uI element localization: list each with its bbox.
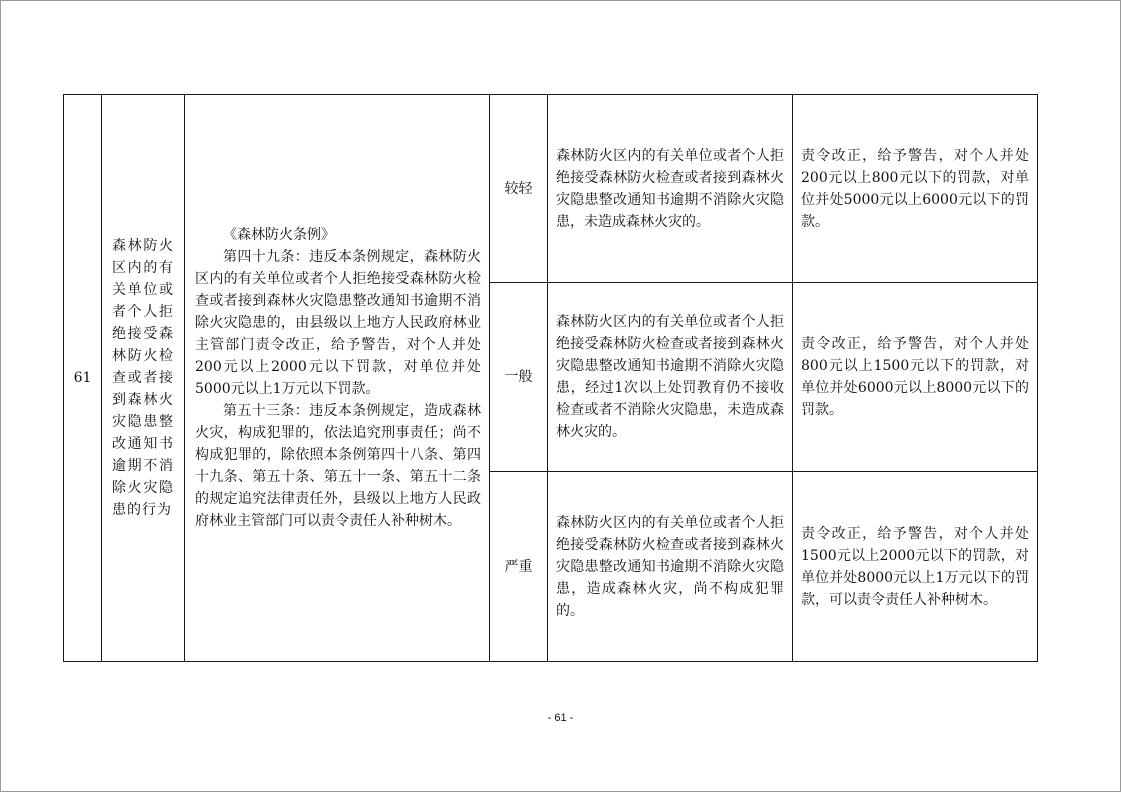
violation-behavior-text: 森林防火区内的有关单位或者个人拒绝接受森林防火检查或者接到森林火灾隐患整改通知书逾期不消除火灾隐患的行为 xyxy=(112,238,174,518)
circumstance-general: 森林防火区内的有关单位或者个人拒绝接受森林防火检查或者接到森林火灾隐患整改通知书逾期不消除火灾隐患，经过1次以上处罚教育仍不接收检查或者不消除火灾隐患，未造成森林火灾的。 xyxy=(548,283,793,472)
penalty-standard-table xyxy=(63,94,1038,662)
penalty-general: 责令改正，给予警告，对个人并处800元以上1500元以下的罚款，对单位并处6000元以上8000元以下的罚款。 xyxy=(793,283,1038,472)
circumstance-minor: 森林防火区内的有关单位或者个人拒绝接受森林防火检查或者接到森林火灾隐患整改通知书逾期不消除火灾隐患，未造成森林火灾的。 xyxy=(548,95,793,283)
law-article-49: 第四十九条：违反本条例规定，森林防火区内的有关单位或者个人拒绝接受森林防火检查或者接到森林火灾隐患整改通知书逾期不消除火灾隐患的，由县级以上地方人民政府林业主管部门责令改正，给予警告，对个人并处200元以上2000元以下罚款，对单位并处5000元以上1万元以下罚款。 xyxy=(195,249,481,397)
law-article-53: 第五十三条：违反本条例规定，造成森林火灾，构成犯罪的，依法追究刑事责任；尚不构成犯罪的，除依照本条例第四十八条、第四十九条、第五十条、第五十一条、第五十二条的规定追究法律责任外，县级以上地方人民政府林业主管部门可以责令责任人补种树木。 xyxy=(195,403,481,529)
page-number: - 61 - xyxy=(547,712,574,724)
table-row xyxy=(64,95,1038,283)
circumstance-serious: 森林防火区内的有关单位或者个人拒绝接受森林防火检查或者接到森林火灾隐患整改通知书逾期不消除火灾隐患，造成森林火灾，尚不构成犯罪的。 xyxy=(548,472,793,662)
penalty-serious: 责令改正，给予警告，对个人并处1500元以上2000元以下的罚款，对单位并处8000元以上1万元以下的罚款，可以责令责任人补种树木。 xyxy=(793,472,1038,662)
legal-basis-cell xyxy=(185,95,490,662)
penalty-minor: 责令改正，给予警告，对个人并处200元以上800元以下的罚款，对单位并处5000元以上6000元以下的罚款。 xyxy=(793,95,1038,283)
level-serious: 严重 xyxy=(490,472,548,662)
level-general: 一般 xyxy=(490,283,548,472)
law-title: 《森林防火条例》 xyxy=(223,227,335,243)
level-minor: 较轻 xyxy=(490,95,548,283)
row-number: 61 xyxy=(64,95,102,662)
violation-behavior-cell xyxy=(102,95,185,662)
